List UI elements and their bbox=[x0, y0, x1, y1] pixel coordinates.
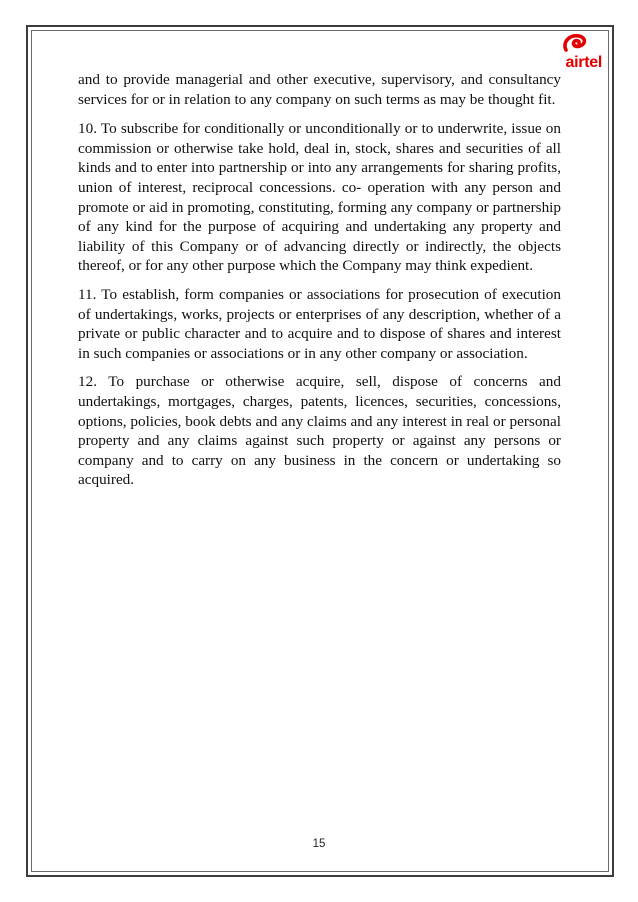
document-body bbox=[78, 70, 561, 499]
page-number: 15 bbox=[312, 838, 326, 850]
airtel-swirl-icon bbox=[560, 32, 590, 56]
paragraph-clause-12: 12. To purchase or otherwise acquire, sell, dispose of concerns and undertakings, mortgages, charges, patents, licences, securities, concessions, options, policies, book debts and any claims and any interest in real or personal property and any claims against such property or against any persons or company and to carry on any business in the concern or undertaking so acquired. bbox=[78, 373, 561, 489]
paragraph-clause-11: 11. To establish, form companies or associations for prosecution of execution of undertakings, works, projects or enterprises of any description, whether of a private or public character and to acquire and to dispose of shares and interest in such companies or associations or in any other company or association. bbox=[78, 285, 561, 362]
paragraph-clause-10: 10. To subscribe for conditionally or unconditionally or to underwrite, issue on commission or otherwise take hold, deal in, stock, shares and securities of all kinds and to enter into partnership or into any arrangements for sharing profits, union of interest, reciprocal concessions. co- operation with any person and promote or aid in promoting, constituting, forming any company or partnership of any kind for the purpose of acquiring and undertaking any property and liability of this Company or of advancing directly or indirectly, the objects thereof, or for any other purpose which the Company may think expedient. bbox=[78, 120, 561, 275]
paragraph-continuation: and to provide managerial and other executive, supervisory, and consultancy services for or in relation to any company on such terms as may be thought fit. bbox=[78, 71, 561, 108]
airtel-wordmark: airtel bbox=[565, 54, 602, 71]
